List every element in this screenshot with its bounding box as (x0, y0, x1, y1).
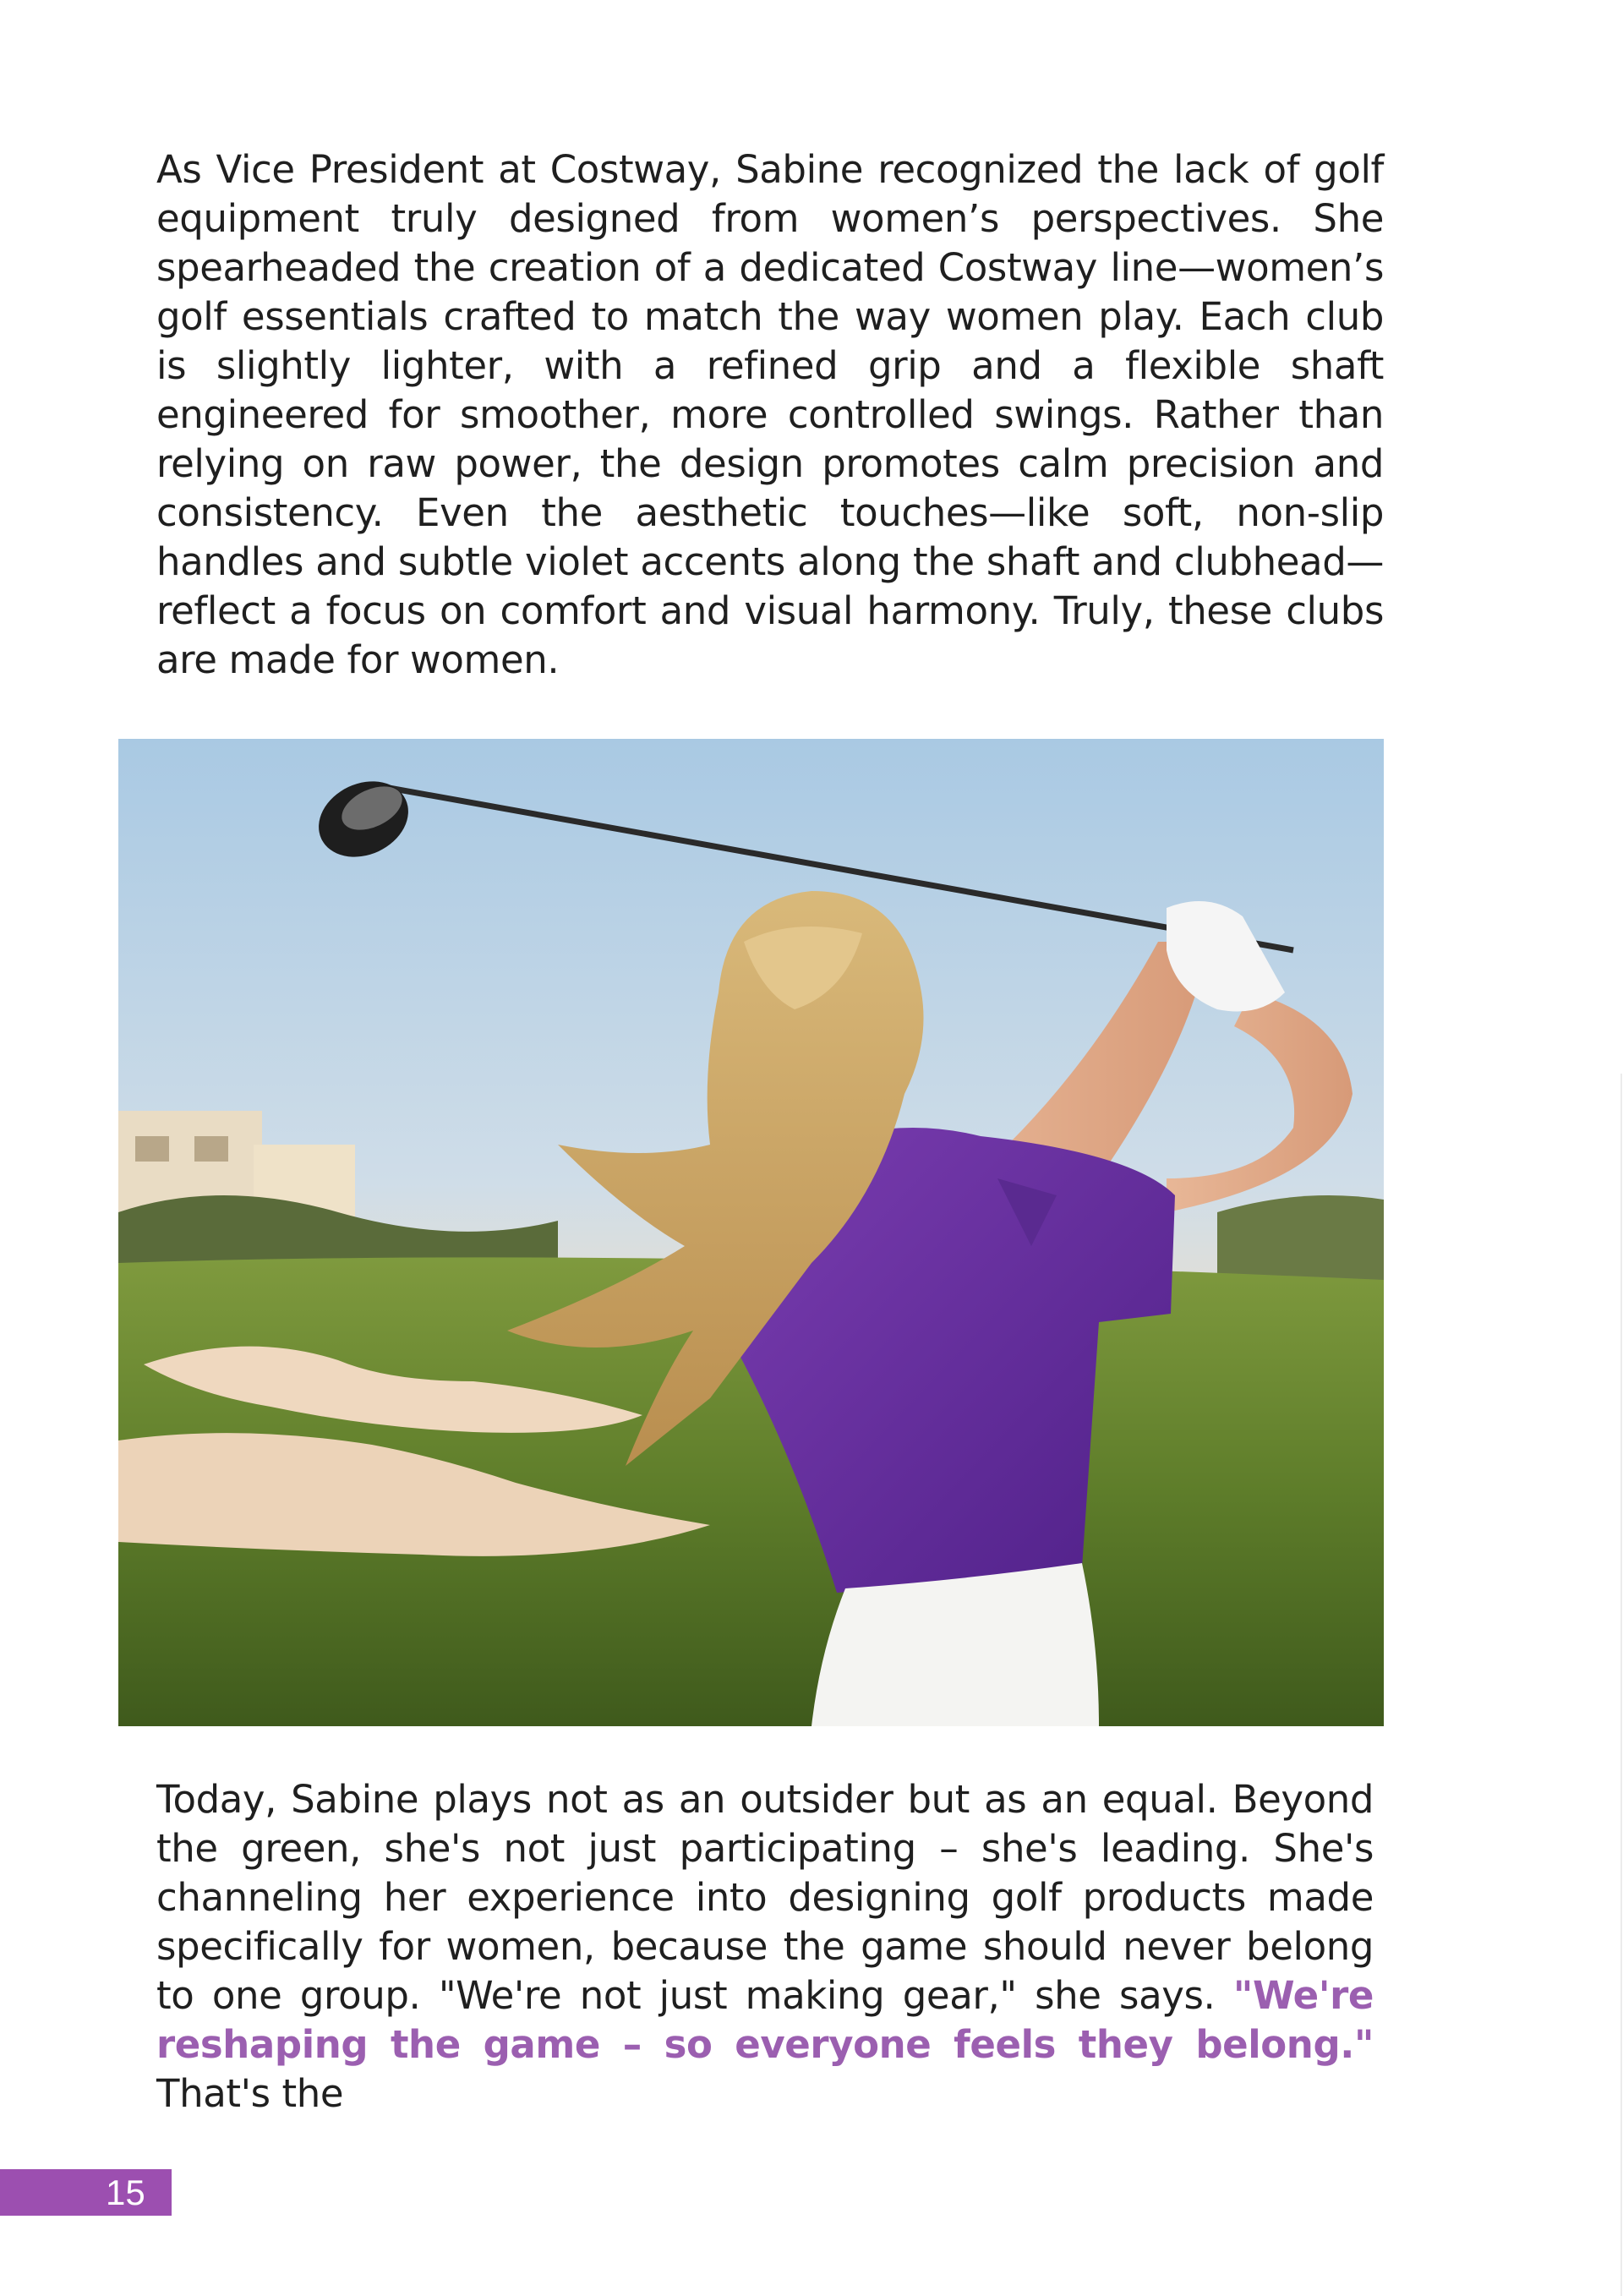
body-paragraph-1: As Vice President at Costway, Sabine recognized the lack of golf equipment truly designed from women’s perspectives. She spearheaded the creation of a dedicated Costway line—women’s golf essentials crafted to match the way women play. Each club is slightly lighter, with a refined grip and a flexible shaft engineered for smoother, more controlled swings. Rather than relying on raw power, the design promotes calm precision and consistency. Even the aesthetic touches—like soft, non-slip handles and subtle violet accents along the shaft and clubhead—reflect a focus on comfort and visual harmony. Truly, these clubs are made for women. (156, 147, 1384, 682)
paragraph-2-lead: Today, Sabine plays not as an outsider but as an equal. Beyond the green, she's not just participating – she's leading. She's channeling her experience into designing golf products made specifically for women, because the game should never belong to one group. "We're not just making gear," she says. (156, 1777, 1374, 2018)
golfer-swing-photo (118, 739, 1384, 1726)
paragraph-2-tail: That's the (156, 2071, 344, 2116)
body-paragraph-2 (156, 1775, 1374, 2118)
page-edge-divider (1620, 1074, 1622, 2296)
page-number: 15 (106, 2173, 145, 2212)
page-number-badge (0, 2169, 172, 2216)
highlighted-quote: "We're reshaping the game – so everyone feels they belong." (156, 1973, 1374, 2067)
